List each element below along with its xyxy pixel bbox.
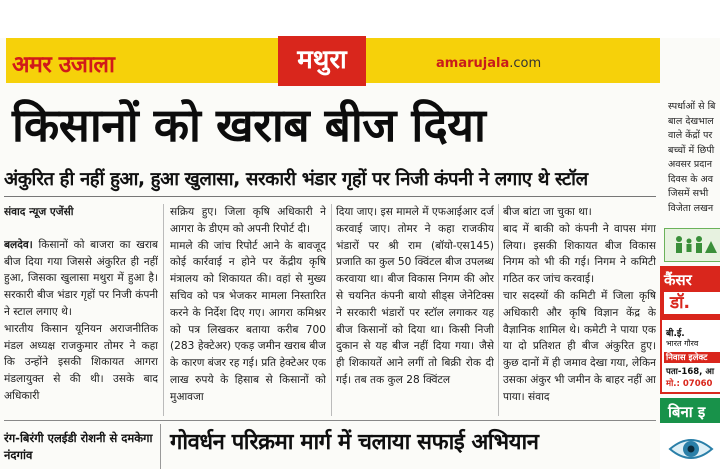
sidebar-line: बाल देखभाल (668, 115, 714, 127)
article-paragraph: मामले की जांच रिपोर्ट आने के बावजूद कोई कार्रवाई न होने पर केंद्रीय कृषि मंत्रालय को शिकायत की। वहां से मुख्य सचिव को पत्र भेजकर मामला निस्तारित करने के निर्देश दिए गए। आगरा कमिश्नर को पत्र लिखकर बताया करीब 700 (283 हेक्टेअर) एकड़ जमीन खराब बीज के कारण बंजर रह गई। प्रति हेक्टेअर एक लाख रुपये के हिसाब से किसानों को मुआवजा (170, 239, 326, 403)
article-paragraph: बीज बांटा जा चुका था। (503, 206, 592, 218)
article-column-3 (336, 204, 494, 416)
sidebar-line: बच्चों में छिपी (668, 144, 715, 156)
ad-title: बिना इ (668, 403, 706, 421)
sidebar-line: स्पर्धाओं से बि (668, 101, 716, 112)
main-headline: किसानों को खराब बीज दिया (12, 98, 486, 152)
ad-doctor: डॉ. (664, 292, 720, 314)
ad-line: बी.ई. (666, 329, 685, 339)
city-label: मथुरा (278, 36, 366, 86)
article-paragraph: भारतीय किसान यूनियन अराजनीतिक मंडल अध्यक्ष राजकुमार तोमर ने कहा कि उन्होंने इसकी शिकायत आगरा मंडलायुक्त से की थी। उसके बाद अधिकारी (4, 322, 158, 402)
article-column-2 (170, 204, 326, 416)
article-paragraph: दिया जाए। इस मामले में एफआईआर दर्ज करवाई जाए। तोमर ने कहा राजकीय भंडारों पर श्री राम (बॉयो-एस145) प्रजाति का कुल 50 क्विंटल बीज उपलब्ध करवाया था। बीज विकास निगम की ओर से चयनित कंपनी बायो सीड्स जेनेटिक्स ने सरकारी भंडारों पर स्टॉल लगाकर यह बीज किसानों को दिया था। किसी निजी दुकान से यह बीज नहीं दिया गया। जैसे ही शिकायतें आने लगीं तो बिक्री रोक दी गई। तब तक कुल 28 क्विंटल (336, 206, 494, 386)
brand-logo: अमर उजाला (12, 51, 115, 78)
eye-icon (668, 429, 714, 469)
sidebar-line: अवसर प्रदान (668, 159, 713, 170)
sidebar-line: वाले केंद्रों पर (668, 130, 713, 141)
section-rule (4, 420, 656, 421)
ad-phone: मो.: 07060 (666, 379, 713, 389)
teaser-headline: रंग-बिरंगी एलईडी रोशनी से दमकेगा नंदगांव (4, 431, 153, 462)
cancer-hospital-ad (660, 266, 720, 394)
ad-line: भारत गौरव (666, 339, 699, 348)
sub-headline: अंकुरित ही नहीं हुआ, हुआ खुलासा, सरकारी भंडार गृहों पर निजी कंपनी ने लगाए थे स्टॉल (4, 169, 588, 190)
headline-rule (4, 196, 656, 197)
dateline: बलदेव। (4, 238, 33, 251)
column-divider (331, 204, 332, 416)
article-column-1 (4, 204, 158, 416)
column-divider (160, 424, 161, 469)
column-divider (498, 204, 499, 416)
ad-line: निवास इलेक्ट (664, 352, 720, 363)
sidebar-line: विजेता लखन (668, 202, 714, 214)
sidebar-text (668, 100, 720, 216)
green-ad (664, 228, 720, 262)
article-paragraph: सक्रिय हुए। जिला कृषि अधिकारी ने आगरा के डीएम को अपनी रिपोर्ट दी। (170, 206, 326, 235)
secondary-headline: गोवर्धन परिक्रमा मार्ग में चलाया सफाई अभियान (170, 430, 539, 455)
site-tld: .com (509, 56, 542, 71)
ad-line: पता-168, आ (666, 367, 715, 377)
paragraph-text: किसानों को बाजरा का खराब बीज दिया गया जिससे अंकुरित ही नहीं हुआ, जिसका खुलासा मथुरा में हुआ है। सरकारी बीज भंडार गृहों पर निजी कंपनी ने स्टाल लगाए थे। (4, 238, 158, 318)
bina-ad (660, 398, 720, 469)
sidebar-line: दिवस के अव (668, 173, 714, 185)
top-margin (0, 0, 720, 38)
ad-title: कैंसर (664, 271, 692, 289)
site-name: amarujala (436, 56, 510, 71)
article-paragraph: चार सदस्यों की कमिटी में जिला कृषि अधिकारी और कृषि विज्ञान केंद्र के वैज्ञानिक शामिल थे। कमेटी ने पाया एक या दो प्रतिशत ही बीज अंकुरित हुए। कुछ दानों में ही जमाव देखा गया, लेकिन उसका अंकुर भी जमीन के बाहर नहीं आ पाया। संवाद (503, 289, 656, 403)
byline: संवाद न्यूज एजेंसी (4, 206, 74, 218)
family-icon (671, 233, 717, 257)
article-column-4 (503, 204, 656, 416)
article-paragraph: बाद में बाकी को कंपनी ने वापस मंगा लिया। इसकी शिकायत बीज विकास निगम को भी की गई। निगम ने कमिटी गठित कर जांच करवाई। (503, 222, 656, 286)
site-url (436, 56, 541, 71)
column-divider (163, 204, 164, 416)
article-paragraph (4, 237, 158, 321)
sidebar-line: जिसमें सभी (668, 188, 709, 199)
